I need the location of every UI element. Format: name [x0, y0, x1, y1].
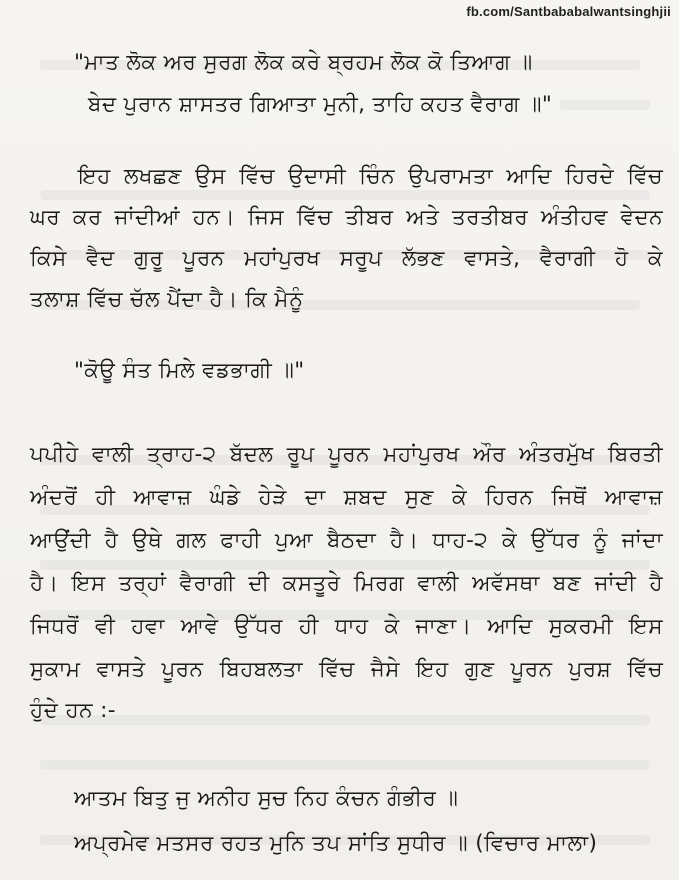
- verse-line-3: "ਕੋਊ ਸੰਤ ਮਿਲੇ ਵਡਭਾਗੀ ॥": [74, 358, 305, 383]
- verse-line-4: ਆਤਮ ਬਿਤੁ ਜੁ ਅਨੀਹ ਸੁਚ ਨਿਹ ਕੰਚਨ ਗੰਭੀਰ ॥: [74, 786, 459, 811]
- paragraph-line: ਆਉਂਦੀ ਹੈ ਉਥੇ ਗਲ ਫਾਹੀ ਪੁਆ ਬੈਠਦਾ ਹੈ। ਧਾਹ-੨ ਕੇ ਉੱਧਰ ਨੂੰ ਜਾਂਦਾ: [30, 528, 663, 553]
- verse-line-5: ਅਪ੍ਰਮੇਵ ਮਤਸਰ ਰਹਤ ਮੁਨਿ ਤਪ ਸਾਂਤਿ ਸੁਧੀਰ ॥ (ਵਿਚਾਰ ਮਾਲਾ): [74, 831, 598, 856]
- paragraph-line: ਤਲਾਸ਼ ਵਿੱਚ ਚੱਲ ਪੈਂਦਾ ਹੈ। ਕਿ ਮੈਨੂੰ: [30, 287, 304, 312]
- paragraph-line: ਹੁੰਦੇ ਹਨ :-: [30, 698, 116, 723]
- paragraph-line: ਅੰਦਰੋਂ ਹੀ ਆਵਾਜ਼ ਘੰਡੇ ਹੇੜੇ ਦਾ ਸ਼ਬਦ ਸੁਣ ਕੇ ਹਿਰਨ ਜਿਥੋਂ ਆਵਾਜ਼: [30, 485, 663, 510]
- paragraph-line: ਕਿਸੇ ਵੈਦ ਗੁਰੂ ਪੂਰਨ ਮਹਾਂਪੁਰਖ ਸਰੂਪ ਲੱਭਣ ਵਾਸਤੇ, ਵੈਰਾਗੀ ਹੋ ਕੇ: [30, 246, 663, 271]
- paragraph-line: ਹੈ। ਇਸ ਤਰ੍ਹਾਂ ਵੈਰਾਗੀ ਦੀ ਕਸਤੂਰੇ ਮਿਰਗ ਵਾਲੀ ਅਵੱਸਥਾ ਬਣ ਜਾਂਦੀ ਹੈ: [30, 571, 663, 596]
- paragraph-line: ਇਹ ਲਖਛਣ ਉਸ ਵਿੱਚ ਉਦਾਸੀ ਚਿੰਨ ਉਪਰਾਮਤਾ ਆਦਿ ਹਿਰਦੇ ਵਿੱਚ: [78, 164, 663, 189]
- paragraph-line: ਘਰ ਕਰ ਜਾਂਦੀਆਂ ਹਨ। ਜਿਸ ਵਿੱਚ ਤੀਬਰ ਅਤੇ ਤਰਤੀਬਰ ਅੰਤੀਹਵ ਵੇਦਨ: [30, 205, 663, 230]
- paragraph-line: ਪਪੀਹੇ ਵਾਲੀ ਤ੍ਰਾਹ-੨ ਬੱਦਲ ਰੂਪ ਪੂਰਨ ਮਹਾਂਪੁਰਖ ਔਰ ਅੰਤਰਮੁੱਖ ਬਿਰਤੀ: [30, 442, 663, 467]
- paragraph-line: ਸੁਕਾਮ ਵਾਸਤੇ ਪੂਰਨ ਬਿਹਬਲਤਾ ਵਿੱਚ ਜੈਸੇ ਇਹ ਗੁਣ ਪੂਰਨ ਪੁਰਸ਼ ਵਿੱਚ: [30, 657, 663, 682]
- watermark-url: fb.com/Santbababalwantsinghjii: [466, 4, 671, 19]
- verse-line-1: "ਮਾਤ ਲੋਕ ਅਰ ਸੁਰਗ ਲੋਕ ਕਰੇ ਬ੍ਰਹਮ ਲੋਕ ਕੋ ਤਿਆਗ ॥: [74, 50, 533, 75]
- verse-line-2: ਬੇਦ ਪੁਰਾਨ ਸ਼ਾਸਤਰ ਗਿਆਤਾ ਮੁਨੀ, ਤਾਹਿ ਕਹਤ ਵੈਰਾਗ ॥": [88, 92, 553, 117]
- paragraph-line: ਜਿਧਰੋਂ ਵੀ ਹਵਾ ਆਵੇ ਉੱਧਰ ਹੀ ਧਾਹ ਕੇ ਜਾਣਾ। ਆਦਿ ਸੁਕਰਮੀ ਇਸ: [30, 614, 663, 639]
